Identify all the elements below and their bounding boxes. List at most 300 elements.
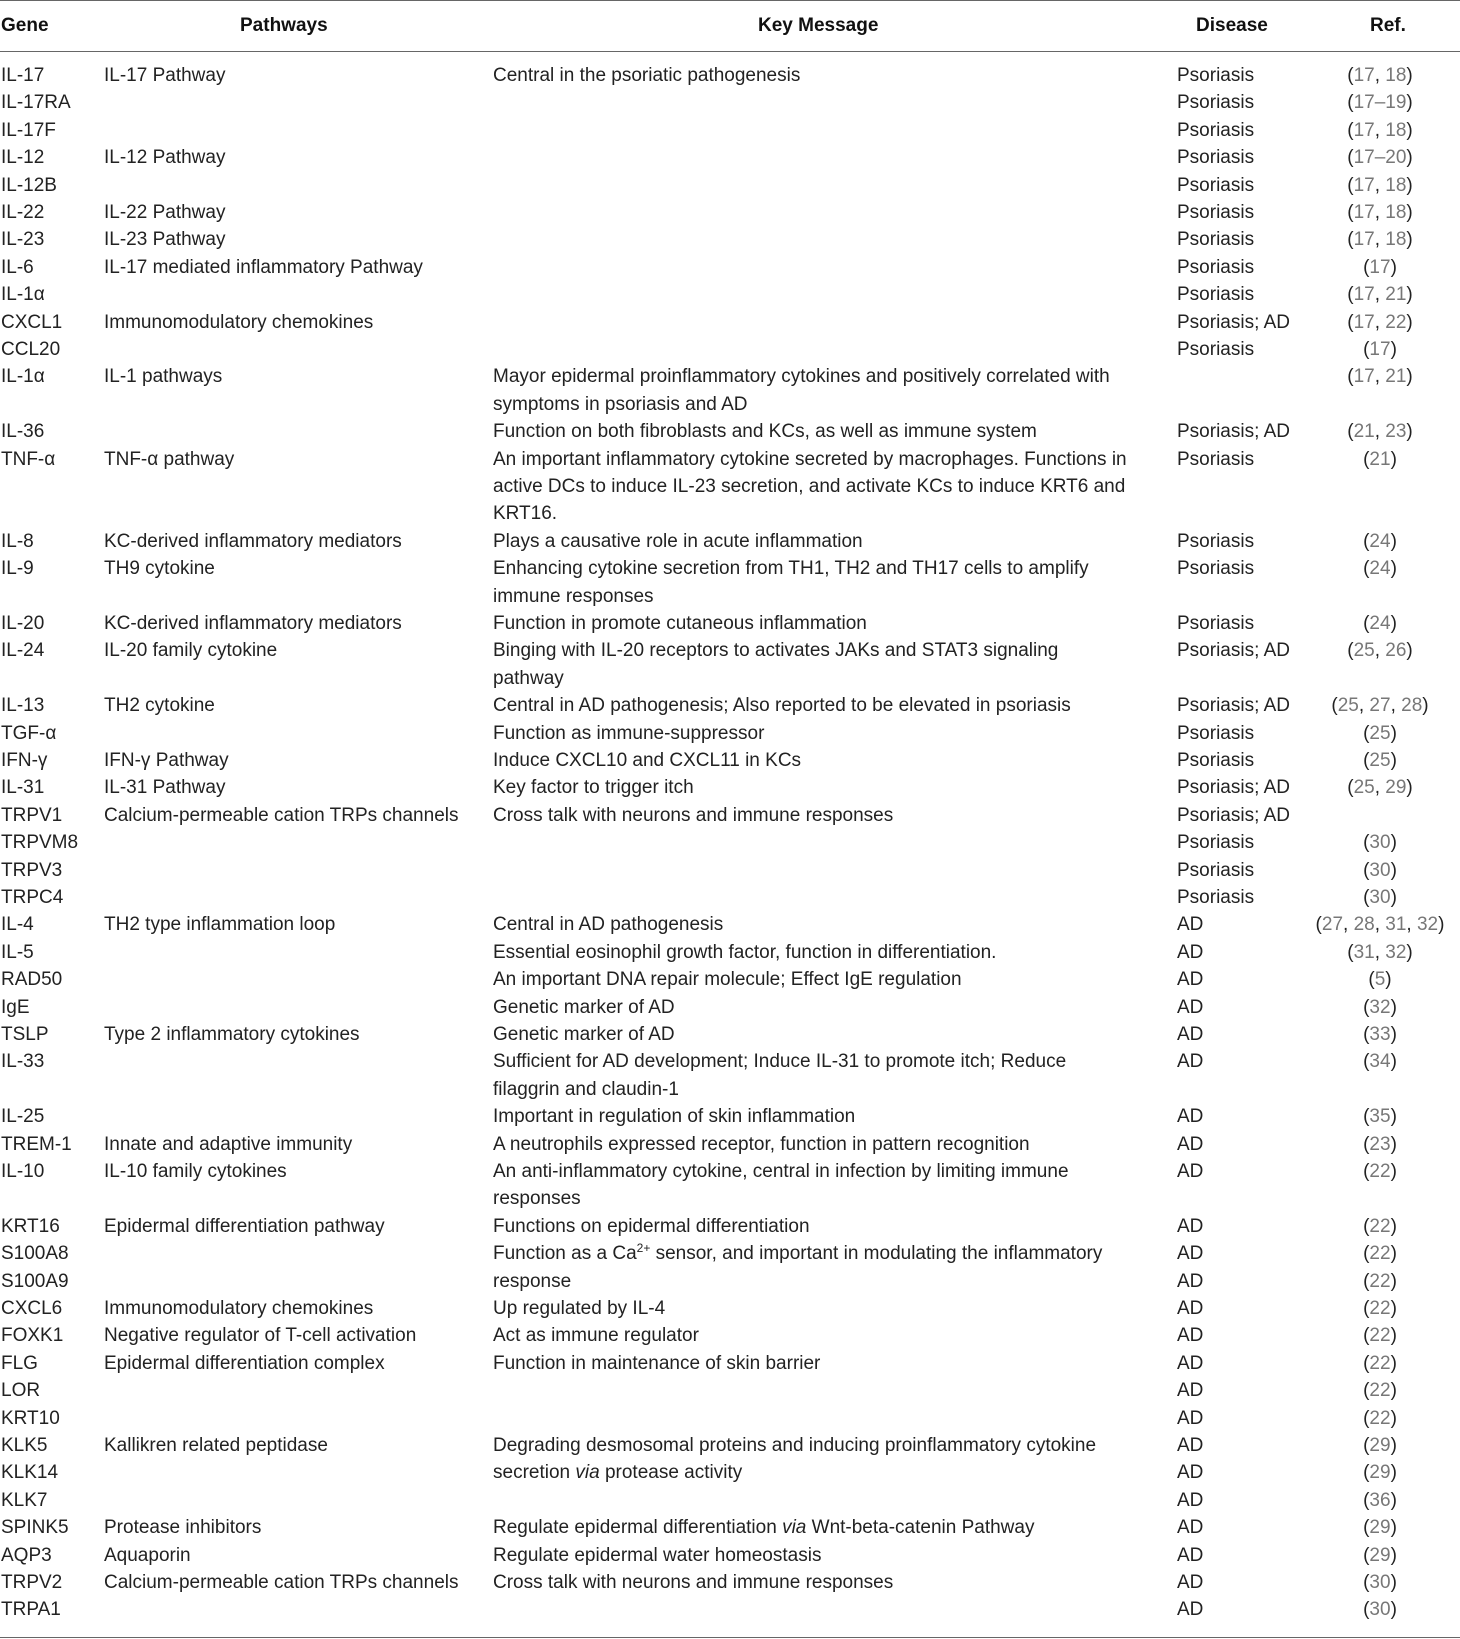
ref-cell: (35): [1363, 1106, 1397, 1128]
ref-link[interactable]: 18: [1385, 65, 1407, 86]
ref-link[interactable]: 17: [1369, 256, 1391, 278]
gene-cell: IL-31: [1, 777, 45, 799]
key-message-cell: [493, 720, 764, 747]
header-gene: Gene: [1, 15, 49, 36]
key-message-line: Functions on epidermal differentiation: [493, 1215, 810, 1237]
key-message-cell: [493, 418, 1037, 445]
key-message-cell: [493, 1514, 1034, 1541]
gene-cell: CCL20: [1, 339, 61, 360]
disease-cell: AD: [1177, 1489, 1204, 1511]
ref-cell: (17): [1363, 256, 1397, 278]
pathway-cell: Calcium-permeable cation TRPs channels: [104, 804, 459, 826]
gene-cell: IL-10: [1, 1161, 45, 1182]
pathway-cell: Immunomodulatory chemokines: [104, 311, 374, 333]
header-disease: Disease: [1196, 15, 1268, 36]
disease-cell: Psoriasis; AD: [1177, 695, 1290, 717]
key-message-cell: [493, 363, 1110, 418]
key-message-cell: [493, 802, 893, 829]
ref-cell: (34): [1363, 1051, 1397, 1073]
ref-link[interactable]: 31: [1353, 941, 1375, 963]
ref-link[interactable]: 29: [1369, 1462, 1391, 1484]
ref-cell: (17, 18): [1347, 65, 1413, 86]
gene-cell: IL-8: [1, 530, 34, 552]
ref-link[interactable]: 21: [1369, 448, 1391, 470]
gene-cell: IL-36: [1, 421, 45, 443]
ref-link[interactable]: 24: [1369, 558, 1391, 580]
gene-cell: KRT16: [1, 1215, 60, 1237]
disease-cell: Psoriasis: [1177, 256, 1255, 278]
gene-cell: IgE: [1, 996, 30, 1018]
key-message-line: pathway: [493, 667, 564, 689]
ref-cell: (30): [1363, 887, 1397, 908]
pathway-cell: Immunomodulatory chemokines: [104, 1298, 374, 1319]
disease-cell: AD: [1177, 1462, 1204, 1484]
ref-link[interactable]: 17: [1353, 65, 1375, 86]
ref-link[interactable]: 22: [1369, 1161, 1391, 1182]
ref-link[interactable]: 28: [1401, 695, 1423, 717]
key-message-line: immune responses: [493, 585, 654, 607]
key-message-cell: [493, 1240, 1102, 1295]
ref-link[interactable]: 30: [1369, 1572, 1391, 1593]
gene-cell: AQP3: [1, 1544, 52, 1566]
ref-link[interactable]: 17: [1353, 284, 1375, 306]
ref-link[interactable]: 30: [1369, 832, 1391, 854]
gene-cell: KLK14: [1, 1462, 59, 1484]
ref-link[interactable]: 18: [1385, 229, 1407, 251]
disease-cell: Psoriasis; AD: [1177, 640, 1290, 662]
gene-cell: IL-6: [1, 256, 34, 278]
disease-cell: Psoriasis: [1177, 613, 1255, 634]
disease-cell: Psoriasis; AD: [1177, 421, 1290, 443]
key-message-line: responses: [493, 1188, 581, 1210]
key-message-line: Enhancing cytokine secretion from TH1, TH2 and TH17 cells to amplify: [493, 558, 1089, 580]
pathway-cell: Kallikren related peptidase: [104, 1435, 328, 1456]
ref-link[interactable]: 21: [1385, 366, 1407, 388]
gene-cell: S100A8: [1, 1243, 69, 1265]
gene-cell: IL-17F: [1, 119, 56, 141]
ref-link[interactable]: 21: [1385, 284, 1407, 306]
italic-via: via: [575, 1462, 600, 1484]
gene-cell: TREM-1: [1, 1133, 72, 1155]
disease-cell: Psoriasis: [1177, 832, 1255, 854]
ref-cell: (25, 29): [1347, 777, 1413, 799]
ref-cell: (25): [1363, 722, 1397, 744]
key-message-line: active DCs to induce IL-23 secretion, and activate KCs to induce KRT6 and: [493, 476, 1126, 497]
gene-cell: IFN-γ: [1, 750, 48, 771]
key-message-line: Binging with IL-20 receptors to activates JAKs and STAT3 signaling: [493, 640, 1059, 662]
pathway-cell: Type 2 inflammatory cytokines: [104, 1024, 360, 1045]
disease-cell: AD: [1177, 1133, 1204, 1155]
ref-cell: (21, 23): [1347, 421, 1413, 443]
key-message-cell: [493, 1569, 893, 1596]
ref-link[interactable]: 24: [1369, 530, 1391, 552]
disease-cell: Psoriasis: [1177, 887, 1255, 908]
key-message-line: An important inflammatory cytokine secreted by macrophages. Functions in: [493, 448, 1127, 470]
ref-cell: (29): [1363, 1435, 1397, 1456]
ref-link[interactable]: 17–19: [1353, 92, 1407, 114]
ref-cell: (17, 18): [1347, 119, 1413, 141]
ref-cell: (29): [1363, 1544, 1397, 1566]
ref-link[interactable]: 32: [1385, 941, 1407, 963]
pathway-cell: Epidermal differentiation complex: [104, 1352, 385, 1374]
key-message-fragment: Function as a Ca: [493, 1243, 637, 1265]
ref-link[interactable]: 28: [1353, 914, 1375, 936]
disease-cell: Psoriasis: [1177, 147, 1255, 169]
gene-cell: IL-12B: [1, 174, 57, 196]
disease-cell: Psoriasis: [1177, 229, 1255, 251]
ref-cell: (5): [1368, 969, 1392, 991]
pathway-cell: Innate and adaptive immunity: [104, 1133, 353, 1155]
ref-link[interactable]: 22: [1369, 1270, 1391, 1292]
gene-cell: IL-17: [1, 65, 45, 86]
disease-cell: AD: [1177, 1215, 1204, 1237]
pathway-cell: TNF-α pathway: [104, 448, 235, 470]
disease-cell: AD: [1177, 1599, 1204, 1621]
pathway-cell: TH9 cytokine: [104, 558, 215, 580]
bottom-rule: [0, 1637, 1460, 1638]
ref-link[interactable]: 32: [1369, 996, 1391, 1018]
ref-cell: (24): [1363, 558, 1397, 580]
key-message-line: Function in promote cutaneous inflammation: [493, 613, 867, 634]
key-message-line: Essential eosinophil growth factor, function in differentiation.: [493, 941, 997, 963]
key-message-line: Act as immune regulator: [493, 1325, 699, 1347]
pathway-cell: IFN-γ Pathway: [104, 750, 229, 771]
key-message-line: A neutrophils expressed receptor, function in pattern recognition: [493, 1133, 1030, 1155]
gene-cell: TSLP: [1, 1024, 49, 1045]
key-message-line: Up regulated by IL-4: [493, 1298, 666, 1319]
ref-link[interactable]: 22: [1369, 1298, 1391, 1319]
ref-cell: (27, 28, 31, 32): [1315, 914, 1445, 936]
ref-link[interactable]: 27: [1369, 695, 1391, 717]
pathway-cell: IL-31 Pathway: [104, 777, 226, 799]
ref-link[interactable]: 33: [1369, 1024, 1391, 1045]
key-message-line: An anti-inflammatory cytokine, central in infection by limiting immune: [493, 1161, 1069, 1182]
ref-link[interactable]: 17: [1369, 339, 1391, 360]
ref-cell: (22): [1363, 1270, 1397, 1292]
disease-cell: Psoriasis: [1177, 750, 1255, 771]
disease-cell: AD: [1177, 1380, 1204, 1402]
header-ref: Ref.: [1370, 15, 1406, 36]
key-message-fragment: secretion: [493, 1462, 576, 1484]
ref-cell: (22): [1363, 1380, 1397, 1402]
ref-cell: (25, 27, 28): [1331, 695, 1429, 717]
ref-link[interactable]: 23: [1385, 421, 1407, 443]
key-message-line: Important in regulation of skin inflammation: [493, 1106, 856, 1128]
ref-cell: (17, 22): [1347, 311, 1413, 333]
key-message-line: Genetic marker of AD: [493, 996, 675, 1018]
pathway-cell: Negative regulator of T-cell activation: [104, 1325, 417, 1347]
key-message-line: Central in AD pathogenesis; Also reported to be elevated in psoriasis: [493, 695, 1071, 717]
pathway-cell: KC-derived inflammatory mediators: [104, 613, 402, 634]
key-message-line: Function on both fibroblasts and KCs, as well as immune system: [493, 421, 1037, 443]
pathway-cell: Aquaporin: [104, 1544, 191, 1566]
ref-link[interactable]: 18: [1385, 174, 1407, 196]
disease-cell: AD: [1177, 1407, 1204, 1429]
gene-cell: TRPVM8: [1, 832, 79, 854]
ref-link[interactable]: 29: [1369, 1435, 1391, 1456]
key-message-cell: [493, 555, 1089, 610]
key-message-line: Mayor epidermal proinflammatory cytokines and positively correlated with: [493, 366, 1110, 388]
ref-link[interactable]: 30: [1369, 859, 1391, 881]
ref-link[interactable]: 25: [1337, 695, 1359, 717]
disease-cell: Psoriasis; AD: [1177, 311, 1290, 333]
ref-cell: (17, 18): [1347, 202, 1413, 223]
ref-link[interactable]: 23: [1369, 1133, 1391, 1155]
disease-cell: Psoriasis: [1177, 202, 1255, 223]
ref-link[interactable]: 36: [1369, 1489, 1391, 1511]
disease-cell: AD: [1177, 1517, 1204, 1539]
disease-cell: Psoriasis; AD: [1177, 777, 1290, 799]
disease-cell: Psoriasis: [1177, 530, 1255, 552]
gene-cell: IL-9: [1, 558, 34, 580]
ref-link[interactable]: 24: [1369, 613, 1391, 634]
ref-link[interactable]: 21: [1353, 421, 1375, 443]
disease-cell: Psoriasis: [1177, 174, 1255, 196]
pathway-cell: Calcium-permeable cation TRPs channels: [104, 1572, 459, 1593]
key-message-line: KRT16.: [493, 503, 558, 525]
disease-cell: Psoriasis: [1177, 65, 1255, 86]
disease-cell: AD: [1177, 1161, 1204, 1182]
ref-cell: (23): [1363, 1133, 1397, 1155]
pathway-cell: IL-20 family cytokine: [104, 640, 278, 662]
disease-cell: AD: [1177, 969, 1204, 991]
disease-cell: Psoriasis: [1177, 448, 1255, 470]
gene-cell: CXCL6: [1, 1298, 63, 1319]
gene-cell: IL-23: [1, 229, 45, 251]
key-message-cell: [493, 1542, 821, 1569]
disease-cell: AD: [1177, 1270, 1204, 1292]
ref-link[interactable]: 17: [1353, 119, 1375, 141]
ref-link[interactable]: 17: [1353, 174, 1375, 196]
ref-cell: (30): [1363, 1599, 1397, 1621]
key-message-cell: [493, 747, 801, 774]
gene-cell: SPINK5: [1, 1517, 69, 1539]
pathway-cell: IL-17 mediated inflammatory Pathway: [104, 256, 423, 278]
ref-cell: (36): [1363, 1489, 1397, 1511]
pathway-cell: TH2 cytokine: [104, 695, 215, 717]
header-rule: [0, 51, 1460, 52]
ref-link[interactable]: 22: [1369, 1380, 1391, 1402]
ref-link[interactable]: 17: [1353, 202, 1375, 223]
ref-cell: (17, 18): [1347, 229, 1413, 251]
key-message-line: Function in maintenance of skin barrier: [493, 1352, 821, 1374]
header-key-message: Key Message: [758, 15, 879, 36]
ref-cell: (31, 32): [1347, 941, 1413, 963]
gene-cell: IL-1α: [1, 284, 45, 306]
key-message-cell: [493, 1048, 1066, 1103]
ref-cell: (32): [1363, 996, 1397, 1018]
key-message-line: Function as immune-suppressor: [493, 722, 765, 744]
ref-cell: (29): [1363, 1517, 1397, 1539]
ref-cell: (17): [1363, 339, 1397, 360]
disease-cell: Psoriasis; AD: [1177, 804, 1290, 826]
pathway-cell: Epidermal differentiation pathway: [104, 1215, 385, 1237]
key-message-cell: [493, 610, 867, 637]
ref-link[interactable]: 17–20: [1353, 147, 1407, 169]
gene-cell: KRT10: [1, 1407, 60, 1429]
ref-cell: (22): [1363, 1161, 1397, 1182]
disease-cell: AD: [1177, 941, 1204, 963]
ref-cell: (22): [1363, 1243, 1397, 1265]
key-message-line: Regulate epidermal water homeostasis: [493, 1544, 822, 1566]
key-message-cell: [493, 774, 694, 801]
ref-cell: (17, 21): [1347, 366, 1413, 388]
ref-link[interactable]: 22: [1369, 1243, 1391, 1265]
ref-cell: (33): [1363, 1024, 1397, 1045]
pathway-cell: IL-1 pathways: [104, 366, 223, 388]
gene-cell: IL-1α: [1, 366, 45, 388]
ref-link[interactable]: 25: [1353, 640, 1375, 662]
ref-link[interactable]: 18: [1385, 119, 1407, 141]
key-message-line: Plays a causative role in acute inflammation: [493, 530, 863, 552]
disease-cell: AD: [1177, 1298, 1204, 1319]
disease-cell: Psoriasis: [1177, 119, 1255, 141]
ref-cell: (17, 21): [1347, 284, 1413, 306]
gene-cell: CXCL1: [1, 311, 63, 333]
key-message-cell: [493, 62, 800, 89]
ref-link[interactable]: 17: [1353, 366, 1375, 388]
pathway-cell: KC-derived inflammatory mediators: [104, 530, 402, 552]
gene-cell: TGF-α: [1, 722, 57, 744]
ref-cell: (30): [1363, 859, 1397, 881]
gene-cell: IL-13: [1, 695, 45, 717]
ref-link[interactable]: 25: [1353, 777, 1375, 799]
pathway-cell: IL-22 Pathway: [104, 202, 226, 223]
pathway-cell: TH2 type inflammation loop: [104, 914, 336, 936]
ref-link[interactable]: 22: [1369, 1325, 1391, 1347]
pathway-cell: IL-12 Pathway: [104, 147, 226, 169]
gene-cell: IL-24: [1, 640, 45, 662]
key-message-cell: [493, 1213, 810, 1240]
gene-cell: IL-20: [1, 613, 45, 634]
ref-link[interactable]: 29: [1369, 1544, 1391, 1566]
disease-cell: AD: [1177, 1435, 1204, 1456]
ref-link[interactable]: 29: [1369, 1517, 1391, 1539]
ref-cell: (24): [1363, 530, 1397, 552]
ref-link[interactable]: 18: [1385, 202, 1407, 223]
key-message-line: filaggrin and claudin-1: [493, 1078, 679, 1100]
gene-cell: TRPV2: [1, 1572, 63, 1593]
key-message-cell: [493, 939, 996, 966]
gene-cell: IL-5: [1, 941, 34, 963]
ref-cell: (22): [1363, 1298, 1397, 1319]
key-message-cell: [493, 1295, 665, 1322]
key-message-fragment: Wnt-beta-catenin Pathway: [806, 1517, 1035, 1539]
ref-link[interactable]: 26: [1385, 640, 1407, 662]
ref-link[interactable]: 35: [1369, 1106, 1391, 1128]
ref-link[interactable]: 17: [1353, 311, 1375, 333]
key-message-line: An important DNA repair molecule; Effect IgE regulation: [493, 969, 962, 991]
key-message-fragment: protease activity: [599, 1462, 743, 1484]
disease-cell: AD: [1177, 1243, 1204, 1265]
ref-link[interactable]: 25: [1369, 750, 1391, 771]
ref-cell: (24): [1363, 613, 1397, 634]
gene-cell: IL-25: [1, 1106, 45, 1128]
key-message-cell: [493, 1322, 699, 1349]
pathway-cell: Protease inhibitors: [104, 1517, 262, 1539]
key-message-cell: [493, 446, 1127, 528]
key-message-line: Central in AD pathogenesis: [493, 914, 724, 936]
ref-link[interactable]: 32: [1416, 914, 1439, 936]
ref-cell: (30): [1363, 1572, 1397, 1593]
gene-cell: TRPV1: [1, 804, 63, 826]
ref-link[interactable]: 22: [1369, 1215, 1391, 1237]
pathway-cell: IL-23 Pathway: [104, 229, 226, 251]
key-message-line: Genetic marker of AD: [493, 1024, 675, 1045]
ref-link[interactable]: 25: [1369, 722, 1391, 744]
disease-cell: AD: [1177, 1106, 1204, 1128]
key-message-line: Degrading desmosomal proteins and inducing proinflammatory cytokine: [493, 1435, 1097, 1456]
key-message-line: Cross talk with neurons and immune responses: [493, 1572, 894, 1593]
disease-cell: AD: [1177, 1572, 1204, 1593]
ref-cell: (25, 26): [1347, 640, 1413, 662]
header-pathways: Pathways: [240, 15, 328, 36]
ref-link[interactable]: 22: [1369, 1407, 1391, 1429]
ref-cell: (30): [1363, 832, 1397, 854]
gene-cell: IL-4: [1, 914, 34, 936]
ref-cell: (17–19): [1347, 92, 1413, 114]
key-message-line: Cross talk with neurons and immune responses: [493, 804, 894, 826]
key-message-line: Sufficient for AD development; Induce IL-31 to promote itch; Reduce: [493, 1051, 1067, 1073]
gene-cell: KLK5: [1, 1435, 48, 1456]
gene-cell: IL-22: [1, 202, 45, 223]
ref-cell: (25): [1363, 750, 1397, 771]
ref-link[interactable]: 22: [1369, 1352, 1391, 1374]
ref-link[interactable]: 30: [1369, 887, 1391, 908]
key-message-cell: [493, 692, 1071, 719]
key-message-line: response: [493, 1270, 572, 1292]
ref-link[interactable]: 17: [1353, 229, 1375, 251]
ref-cell: (22): [1363, 1325, 1397, 1347]
key-message-cell: [493, 1131, 1030, 1158]
ref-link[interactable]: 30: [1369, 1599, 1391, 1621]
key-message-fragment: sensor, and important in modulating the inflammatory: [650, 1243, 1103, 1265]
key-message-cell: [493, 1350, 820, 1377]
ref-link[interactable]: 27: [1321, 914, 1344, 936]
disease-cell: Psoriasis: [1177, 284, 1255, 306]
italic-via: via: [782, 1517, 807, 1539]
ref-link[interactable]: 34: [1369, 1051, 1391, 1073]
ref-cell: (17, 18): [1347, 174, 1413, 196]
ref-link[interactable]: 31: [1385, 914, 1407, 936]
disease-cell: Psoriasis: [1177, 92, 1255, 114]
disease-cell: Psoriasis: [1177, 558, 1255, 580]
gene-cell: FOXK1: [1, 1325, 64, 1347]
key-message-cell: [493, 1021, 675, 1048]
gene-cell: FLG: [1, 1352, 38, 1374]
gene-cell: TRPA1: [1, 1599, 61, 1621]
key-message-cell: [493, 1432, 1096, 1487]
key-message-fragment: Regulate epidermal differentiation: [493, 1517, 783, 1539]
ref-link[interactable]: 5: [1374, 969, 1386, 991]
key-message-cell: [493, 528, 863, 555]
ref-link[interactable]: 29: [1385, 777, 1407, 799]
key-message-cell: [493, 994, 675, 1021]
gene-cell: IL-17RA: [1, 92, 71, 114]
disease-cell: AD: [1177, 1051, 1204, 1073]
key-message-line: Key factor to trigger itch: [493, 777, 694, 799]
gene-cell: LOR: [1, 1380, 41, 1402]
disease-cell: AD: [1177, 1544, 1204, 1566]
ref-cell: (22): [1363, 1215, 1397, 1237]
ref-cell: (22): [1363, 1407, 1397, 1429]
superscript-charge: 2+: [636, 1241, 651, 1256]
ref-link[interactable]: 22: [1385, 311, 1407, 333]
gene-cell: IL-12: [1, 147, 45, 169]
key-message-cell: [493, 911, 723, 938]
key-message-cell: [493, 1158, 1069, 1213]
gene-cell: RAD50: [1, 969, 63, 991]
